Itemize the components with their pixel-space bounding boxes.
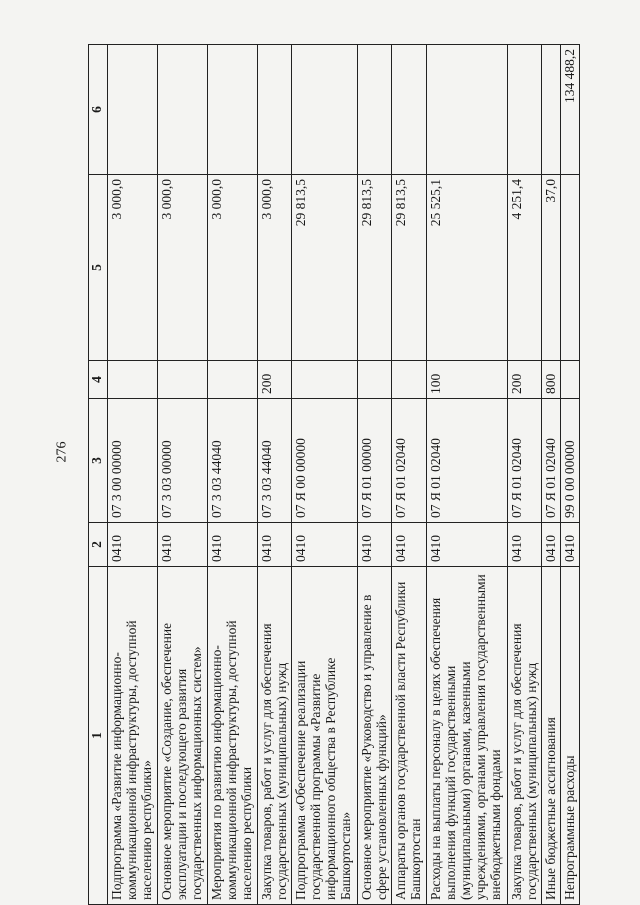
amount-col6 bbox=[158, 45, 208, 175]
amount-col5: 3 000,0 bbox=[258, 175, 292, 361]
section-code: 0410 bbox=[561, 523, 580, 567]
row-description: Основное мероприятие «Руководство и управление в сфере установленных функций» bbox=[358, 567, 392, 905]
amount-col5: 3 000,0 bbox=[108, 175, 158, 361]
table-row bbox=[158, 45, 208, 905]
amount-col5: 29 813,5 bbox=[292, 175, 358, 361]
target-article-code: 99 0 00 00000 bbox=[561, 399, 580, 523]
expense-type-code: 800 bbox=[542, 361, 561, 399]
amount-col6 bbox=[358, 45, 392, 175]
section-code: 0410 bbox=[292, 523, 358, 567]
target-article-code: 07 3 03 44040 bbox=[208, 399, 258, 523]
header-cell-5: 5 bbox=[89, 175, 108, 361]
amount-col6 bbox=[208, 45, 258, 175]
budget-table bbox=[88, 44, 580, 905]
expense-type-code: 200 bbox=[508, 361, 542, 399]
expense-type-code bbox=[358, 361, 392, 399]
target-article-code: 07 Я 01 02040 bbox=[392, 399, 426, 523]
section-code: 0410 bbox=[426, 523, 507, 567]
row-description: Закупка товаров, работ и услуг для обеспечения государственных (муниципальных) нужд bbox=[258, 567, 292, 905]
section-code: 0410 bbox=[358, 523, 392, 567]
expense-type-code bbox=[392, 361, 426, 399]
row-description: Аппараты органов государственной власти Республики Башкортостан bbox=[392, 567, 426, 905]
amount-col6 bbox=[108, 45, 158, 175]
expense-type-code bbox=[292, 361, 358, 399]
rotated-table-container bbox=[88, 45, 580, 905]
row-description: Мероприятия по развитию информационно-коммуникационной инфраструктуры, доступной населению республики bbox=[208, 567, 258, 905]
amount-col6 bbox=[508, 45, 542, 175]
header-cell-6: 6 bbox=[89, 45, 108, 175]
expense-type-code bbox=[208, 361, 258, 399]
table-header-row bbox=[89, 45, 108, 905]
target-article-code: 07 Я 01 00000 bbox=[358, 399, 392, 523]
table-row bbox=[108, 45, 158, 905]
table-row bbox=[542, 45, 561, 905]
amount-col5: 3 000,0 bbox=[208, 175, 258, 361]
row-description: Закупка товаров, работ и услуг для обеспечения государственных (муниципальных) нужд bbox=[508, 567, 542, 905]
amount-col6 bbox=[542, 45, 561, 175]
table-row bbox=[208, 45, 258, 905]
page-number: 276 bbox=[54, 441, 70, 463]
section-code: 0410 bbox=[208, 523, 258, 567]
table-row bbox=[392, 45, 426, 905]
header-cell-3: 3 bbox=[89, 399, 108, 523]
section-code: 0410 bbox=[258, 523, 292, 567]
amount-col6 bbox=[426, 45, 507, 175]
header-cell-2: 2 bbox=[89, 523, 108, 567]
section-code: 0410 bbox=[508, 523, 542, 567]
amount-col6 bbox=[258, 45, 292, 175]
expense-type-code bbox=[108, 361, 158, 399]
expense-type-code bbox=[158, 361, 208, 399]
header-cell-4: 4 bbox=[89, 361, 108, 399]
amount-col6: 134 488,2 bbox=[561, 45, 580, 175]
section-code: 0410 bbox=[108, 523, 158, 567]
expense-type-code: 100 bbox=[426, 361, 507, 399]
row-description: Непрограммные расходы bbox=[561, 567, 580, 905]
table-row bbox=[292, 45, 358, 905]
amount-col5: 4 251,4 bbox=[508, 175, 542, 361]
amount-col5: 29 813,5 bbox=[358, 175, 392, 361]
expense-type-code bbox=[561, 361, 580, 399]
target-article-code: 07 3 00 00000 bbox=[108, 399, 158, 523]
target-article-code: 07 3 03 44040 bbox=[258, 399, 292, 523]
amount-col6 bbox=[392, 45, 426, 175]
section-code: 0410 bbox=[392, 523, 426, 567]
amount-col5: 37,0 bbox=[542, 175, 561, 361]
table-row bbox=[258, 45, 292, 905]
target-article-code: 07 Я 01 02040 bbox=[426, 399, 507, 523]
header-cell-1: 1 bbox=[89, 567, 108, 905]
row-description: Основное мероприятие «Создание, обеспечение эксплуатации и последующего развития государственных информационных систем» bbox=[158, 567, 208, 905]
table-row bbox=[508, 45, 542, 905]
row-description: Подпрограмма «Обеспечение реализации государственной программы «Развитие информационного общества в Республике Башкортостан» bbox=[292, 567, 358, 905]
section-code: 0410 bbox=[158, 523, 208, 567]
table-row bbox=[561, 45, 580, 905]
row-description: Расходы на выплаты персоналу в целях обеспечения выполнения функций государственными (муниципальными) органами, казенными учреждениями, органами управления государственными внебюджетными фондами bbox=[426, 567, 507, 905]
amount-col5: 25 525,1 bbox=[426, 175, 507, 361]
amount-col6 bbox=[292, 45, 358, 175]
table-row bbox=[426, 45, 507, 905]
amount-col5: 3 000,0 bbox=[158, 175, 208, 361]
amount-col5: 29 813,5 bbox=[392, 175, 426, 361]
target-article-code: 07 3 03 00000 bbox=[158, 399, 208, 523]
target-article-code: 07 Я 01 02040 bbox=[508, 399, 542, 523]
target-article-code: 07 Я 01 02040 bbox=[542, 399, 561, 523]
table-row bbox=[358, 45, 392, 905]
amount-col5 bbox=[561, 175, 580, 361]
row-description: Иные бюджетные ассигнования bbox=[542, 567, 561, 905]
target-article-code: 07 Я 00 00000 bbox=[292, 399, 358, 523]
expense-type-code: 200 bbox=[258, 361, 292, 399]
section-code: 0410 bbox=[542, 523, 561, 567]
row-description: Подпрограмма «Развитие информационно-коммуникационной инфраструктуры, доступной населению республики» bbox=[108, 567, 158, 905]
